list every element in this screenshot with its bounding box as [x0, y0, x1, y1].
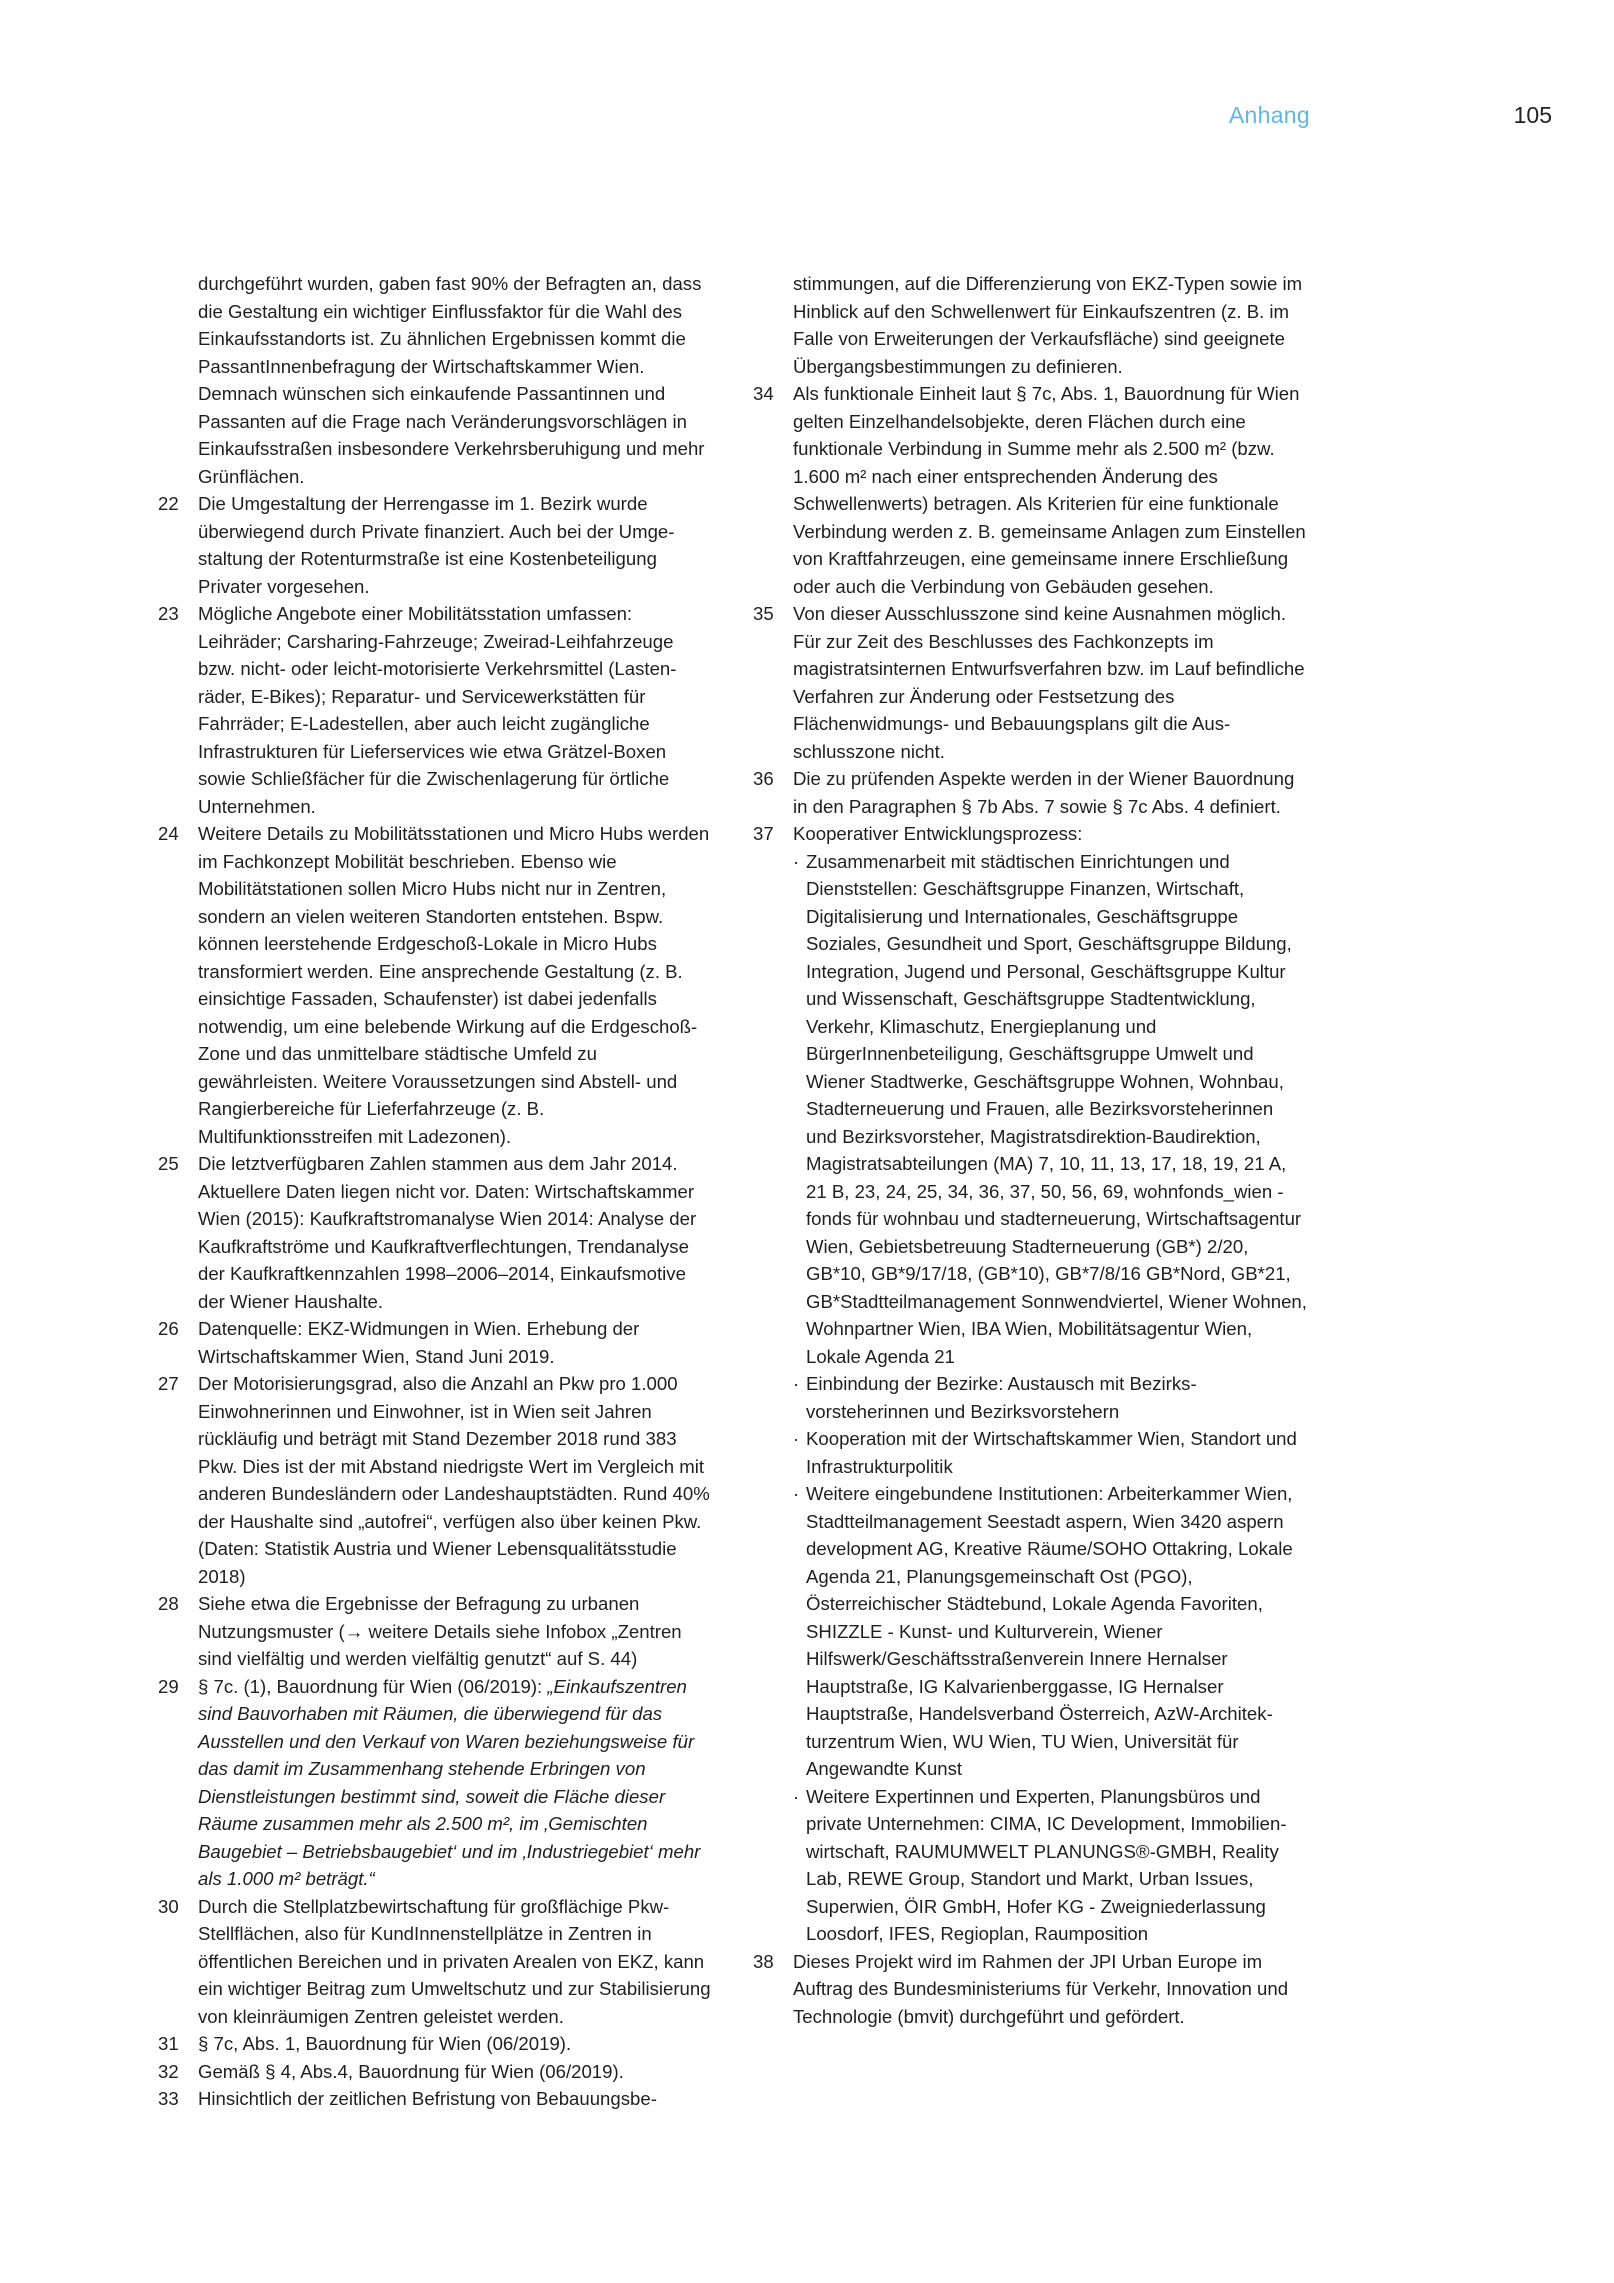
footnote-37-list [793, 848, 1308, 1948]
footnote-22 [158, 490, 711, 600]
footnote-text: Von dieser Ausschlusszone sind keine Ausnahmen möglich. Für zur Zeit des Beschlusses des Fachkonzepts im magistratsinternen Entwurfsverfahren bzw. im Lauf befindliche Verfahren zur Änderung oder Festsetzung des Flächenwidmungs- und Bebauungsplans gilt die Ausschlusszone nicht. [793, 603, 1305, 762]
footnote-number: 23 [158, 603, 179, 624]
footnote-text: Die letztverfügbaren Zahlen stammen aus dem Jahr 2014. Aktuellere Daten liegen nicht vor. Daten: Wirtschaftskammer Wien (2015): Kaufkraftstromanalyse Wien 2014: Analyse der Kaufkraftströme und Kaufkraftverflechtungen, Trendanalyse der Kaufkraftkennzahlen 1998–2006–2014, Einkaufsmotive der Wiener Haushalte. [198, 1153, 697, 1312]
footnote-text: Der Motorisierungsgrad, also die Anzahl an Pkw pro 1.000 Einwohnerinnen und Einwohner, ist in Wien seit Jahren rückläufig und beträgt mit Stand Dezember 2018 rund 383 Pkw. Dies ist der mit Abstand niedrigste Wert im Vergleich mit anderen Bundesländern oder Landeshauptstädten. Rund 40% der Haushalte sind „autofrei“, verfügen also über keinen Pkw. (Daten: Statistik Austria und Wiener Lebensqualitätsstudie 2018) [198, 1373, 710, 1587]
footnote-text-lead: § 7c. (1), Bauordnung für Wien (06/2019): [198, 1675, 548, 1697]
footnote-23 [158, 600, 711, 820]
list-item-text: Einbindung der Bezirke: Austausch mit Bezirksvorsteherinnen und Bezirksvorstehern [806, 1373, 1197, 1422]
footnote-number: 22 [158, 493, 179, 514]
footnote-number: 36 [753, 768, 774, 789]
footnote-text: Hinsichtlich der zeitlichen Befristung von Bebauungsbe- [198, 2088, 657, 2109]
footnote-text: Kooperativer Entwicklungsprozess: [793, 823, 1083, 844]
footnote-33 [158, 2085, 711, 2113]
footnote-text: Als funktionale Einheit laut § 7c, Abs. 1, Bauordnung für Wien gelten Einzelhandelsobjekte, deren Flächen durch eine funktionale Verbindung in Summe mehr als 2.500 m² (bzw. 1.600 m² nach einer entsprechenden Änderung des Schwellenwerts) betragen. Als Kriterien für eine funktionale Verbindung werden z. B. gemeinsame Anlagen zum Einstellen von Kraftfahrzeugen, eine gemeinsame innere Erschließung oder auch die Verbindung von Gebäuden gesehen. [793, 383, 1306, 597]
footnote-number: 34 [753, 383, 774, 404]
footnote-text: Die zu prüfenden Aspekte werden in der Wiener Bauordnung in den Paragraphen § 7b Abs. 7 sowie § 7c Abs. 4 definiert. [793, 768, 1295, 817]
bullet-icon: · [793, 1428, 800, 1449]
footnote-32 [158, 2058, 711, 2086]
continued-paragraph: durchgeführt wurden, gaben fast 90% der Befragten an, dass die Gestaltung ein wichtiger Einflussfaktor für die Wahl des Einkaufsstandorts ist. Zu ähnlichen Ergebnissen kommt die PassantInnenbefragung der Wirtschaftskammer Wien. Demnach wünschen sich einkaufende Passantinnen und Passanten auf die Frage nach Veränderungsvorschlägen in Einkaufsstraßen insbesondere Verkehrsberuhigung und mehr Grünflächen. [198, 273, 705, 487]
footnote-number: 37 [753, 823, 774, 844]
left-column [158, 270, 711, 2113]
footnote-28 [158, 1590, 711, 1673]
footnote-25 [158, 1150, 711, 1315]
footnote-text: Weitere Details zu Mobilitätsstationen und Micro Hubs werden im Fachkonzept Mobilität beschrieben. Ebenso wie Mobilitätstationen sollen Micro Hubs nicht nur in Zentren, sondern an vielen weiteren Standorten entstehen. Bspw. können leerstehende Erdgeschoß-Lokale in Micro Hubs transformiert werden. Eine ansprechende Gestaltung (z. B. einsichtige Fassaden, Schaufenster) ist dabei jedenfalls notwendig, um eine belebende Wirkung auf die Erdgeschoß-Zone und das unmittelbare städtische Umfeld zu gewährleisten. Weitere Voraussetzungen sind Abstell- und Rangierbereiche für Lieferfahrzeuge (z. B. Multifunktionsstreifen mit Ladezonen). [198, 823, 710, 1147]
footnote-text: Mögliche Angebote einer Mobilitätsstation umfassen: Leihräder; Carsharing-Fahrzeuge; Zweirad-Leihfahrzeuge bzw. nicht- oder leicht-motorisierte Verkehrsmittel (Lastenräder, E-Bikes); Reparatur- und Servicewerkstätten für Fahrräder; E-Ladestellen, aber auch leicht zugängliche Infrastrukturen für Lieferservices wie etwa Grätzel-Boxen sowie Schließfächer für die Zwischenlagerung für örtliche Unternehmen. [198, 603, 677, 817]
bullet-icon: · [793, 1483, 800, 1504]
footnote-text: Datenquelle: EKZ-Widmungen in Wien. Erhebung der Wirtschaftskammer Wien, Stand Juni 2019. [198, 1318, 640, 1367]
list-item-text: Zusammenarbeit mit städtischen Einrichtungen und Dienststellen: Geschäftsgruppe Finanzen, Wirtschaft, Digitalisierung und Internationales, Geschäftsgruppe Soziales, Gesundheit und Sport, Geschäftsgruppe Bildung, Integration, Jugend und Personal, Geschäftsgruppe Kultur und Wissenschaft, Geschäftsgruppe Stadtentwicklung, Verkehr, Klimaschutz, Energieplanung und BürgerInnenbeteiligung, Geschäftsgruppe Umwelt und Wiener Stadtwerke, Geschäftsgruppe Wohnen, Wohnbau, Stadterneuerung und Frauen, alle Bezirksvorsteherinnen und Bezirksvorsteher, Magistratsdirektion-Baudirektion, Magistratsabteilungen (MA) 7, 10, 11, 13, 17, 18, 19, 21 A, 21 B, 23, 24, 25, 34, 36, 37, 50, 56, 69, wohnfonds_wien - fonds für wohnbau und stadterneuerung, Wirtschaftsagentur Wien, Gebietsbetreuung Stadterneuerung (GB*) 2/20, GB*10, GB*9/17/18, (GB*10), GB*7/8/16 GB*Nord, GB*21, GB*Stadtteilmanagement Sonnwendviertel, Wiener Wohnen, Wohnpartner Wien, IBA Wien, Mobilitätsagentur Wien, Lokale Agenda 21 [806, 850, 1307, 1367]
list-item-text: Weitere Expertinnen und Experten, Planungsbüros und private Unternehmen: CIMA, IC Development, Immobilienwirtschaft, RAUMUMWELT PLANUNGS®-GMBH, Reality Lab, REWE Group, Standort und Markt, Urban Issues, Superwien, ÖIR GmbH, Hofer KG - Zweigniederlassung Loosdorf, IFES, Regioplan, Raumposition [806, 1785, 1287, 1944]
continued-paragraph: stimmungen, auf die Differenzierung von EKZ-Typen sowie im Hinblick auf den Schwellenwert für Einkaufszentren (z. B. im Falle von Erweiterungen der Verkaufsfläche) sind geeignete Übergangsbestimmungen zu definieren. [793, 273, 1303, 377]
footnote-31 [158, 2030, 711, 2058]
footnote-38 [753, 1948, 1308, 2031]
footnote-number: 28 [158, 1593, 179, 1614]
footnote-36 [753, 765, 1308, 820]
bullet-icon: · [793, 1373, 800, 1394]
footnote-number: 33 [158, 2088, 179, 2109]
footnote-27 [158, 1370, 711, 1590]
footnote-text: Gemäß § 4, Abs.4, Bauordnung für Wien (06/2019). [198, 2060, 624, 2082]
footnote-text: § 7c, Abs. 1, Bauordnung für Wien (06/2019). [198, 2033, 572, 2054]
footnote-number: 25 [158, 1153, 179, 1174]
footnote-text: Dieses Projekt wird im Rahmen der JPI Urban Europe im Auftrag des Bundesministeriums für Verkehr, Innovation und Technologie (bmvit) durchgeführt und gefördert. [793, 1950, 1289, 2027]
bullet-icon: · [793, 1785, 800, 1807]
page-number: 105 [1513, 102, 1552, 128]
right-notes-list [753, 380, 1308, 820]
list-item-text: Weitere eingebundene Institutionen: Arbeiterkammer Wien, Stadtteilmanagement Seestadt aspern, Wien 3420 aspern development AG, Kreative Räume/SOHO Ottakring, Lokale Agenda 21, Planungsgemeinschaft Ost (PGO), Österreichischer Städtebund, Lokale Agenda Favoriten, SHIZZLE - Kunst- und Kulturverein, Wiener Hilfswerk/Geschäftsstraßenverein Innere Hernalser Hauptstraße, IG Kalvarienberggasse, IG Hernalser Hauptstraße, Handelsverband Österreich, AzW-Architekturzentrum Wien, WU Wien, TU Wien, Universität für Angewandte Kunst [806, 1483, 1293, 1779]
list-item [793, 1480, 1308, 1783]
footnote-35 [753, 600, 1308, 765]
footnote-text: Siehe etwa die Ergebnisse der Befragung zu urbanen Nutzungsmuster (→ weitere Details siehe Infobox „Zentren sind vielfältig und werden vielfältig genutzt“ auf S. 44) [198, 1593, 682, 1669]
footnote-number: 35 [753, 603, 774, 624]
footnote-number: 31 [158, 2033, 179, 2054]
footnote-number: 26 [158, 1318, 179, 1339]
section-title: Anhang [1228, 102, 1310, 128]
footnote-quote: „Einkaufszentren sind Bauvorhaben mit Räumen, die überwiegend für das Ausstellen und den Verkauf von Waren beziehungsweise für das damit im Zusammenhang stehende Erbringen von Dienstleistungen bestimmt sind, soweit die Fläche dieser Räume zusammen mehr als 2.500 m², im ‚Gemischten Baugebiet – Betriebsbaugebiet‘ und im ‚Industriegebiet‘ mehr als 1.000 m² beträgt.“ [198, 1675, 701, 1889]
footnote-34 [753, 380, 1308, 600]
list-item-text: Kooperation mit der Wirtschaftskammer Wien, Standort und Infrastrukturpolitik [806, 1428, 1297, 1477]
footnote-number: 38 [753, 1950, 774, 1972]
bullet-icon: · [793, 850, 800, 872]
footnote-30 [158, 1893, 711, 2031]
list-item [793, 848, 1308, 1371]
list-item [793, 1370, 1308, 1425]
left-notes-list [158, 490, 711, 2113]
list-item [793, 1783, 1308, 1948]
footnote-26 [158, 1315, 711, 1370]
list-item [793, 1425, 1308, 1480]
footnote-37 [753, 820, 1308, 1948]
footnote-text [198, 1673, 711, 1893]
footnote-number: 30 [158, 1895, 179, 1917]
footnote-text: Die Umgestaltung der Herrengasse im 1. Bezirk wurde überwiegend durch Private finanziert. Auch bei der Umgestaltung der Rotenturmstraße ist eine Kostenbeteiligung Privater vorgesehen. [198, 493, 675, 597]
right-column [753, 270, 1308, 2030]
footnote-number: 27 [158, 1373, 179, 1394]
footnote-24 [158, 820, 711, 1150]
footnote-text: Durch die Stellplatzbewirtschaftung für großflächige Pkw-Stellflächen, also für KundInnenstellplätze in Zentren in öffentlichen Bereichen und in privaten Arealen von EKZ, kann ein wichtiger Beitrag zum Umweltschutz und zur Stabilisierung von kleinräumigen Zentren geleistet werden. [198, 1895, 711, 2027]
footnote-number: 29 [158, 1675, 179, 1697]
footnote-29 [158, 1673, 711, 1893]
footnote-number: 24 [158, 823, 179, 844]
footnote-number: 32 [158, 2060, 179, 2082]
